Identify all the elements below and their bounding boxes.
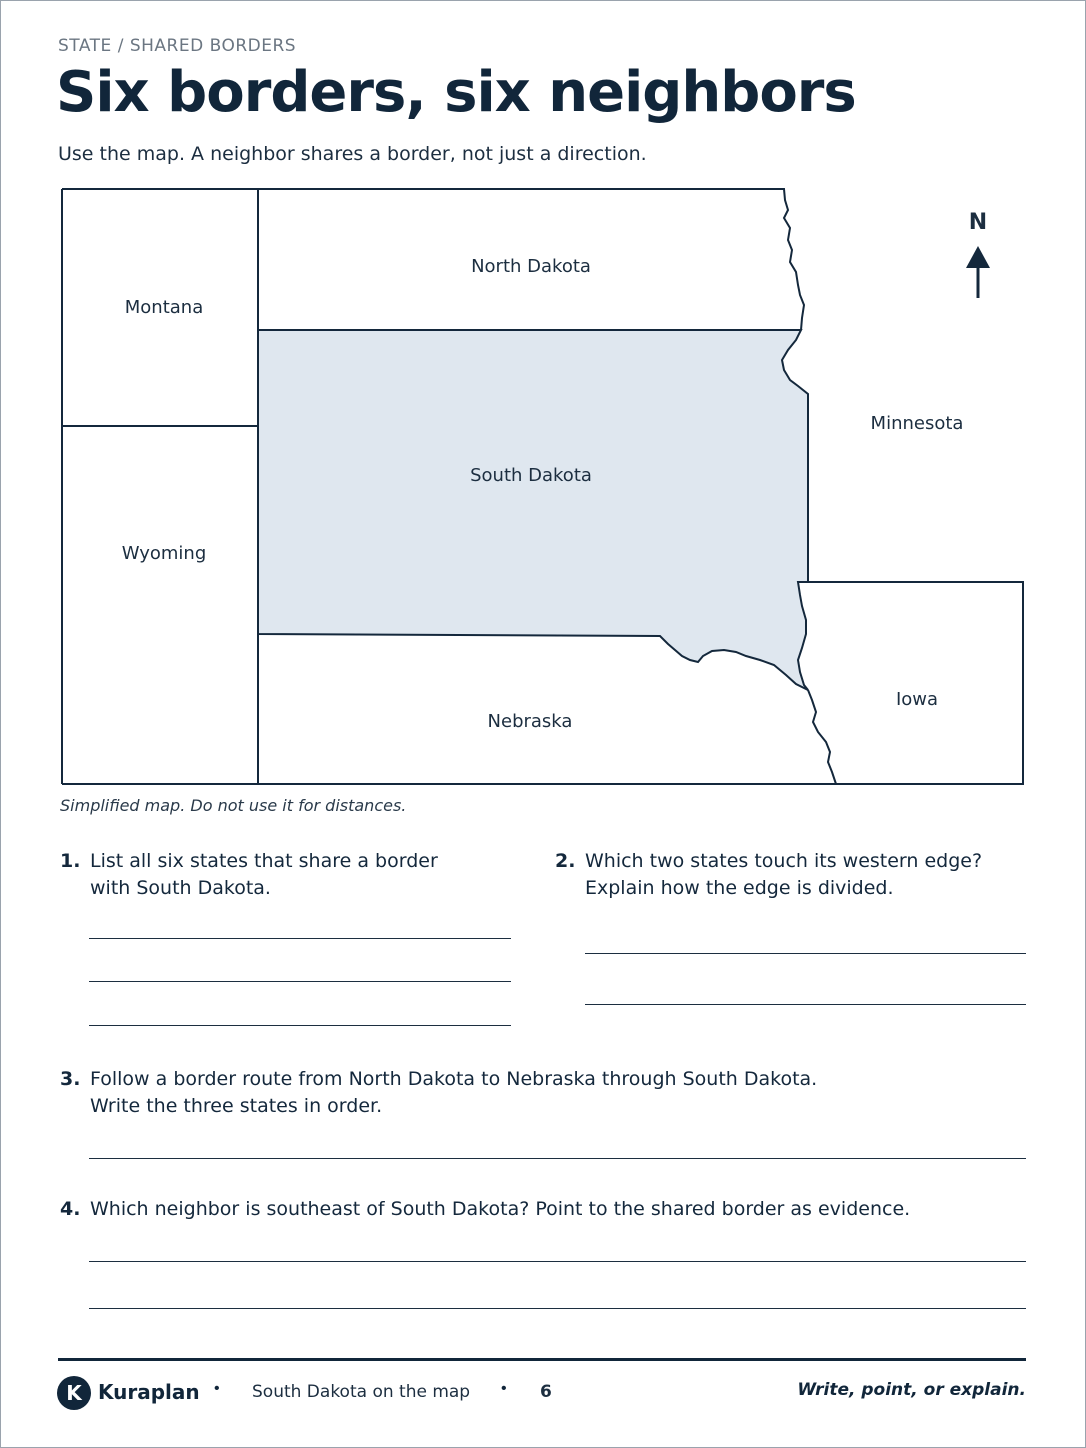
brand-logo-icon: K [57, 1376, 91, 1410]
footer-tagline: Write, point, or explain. [797, 1380, 1026, 1400]
state-south-dakota[interactable] [258, 330, 808, 690]
compass-label: N [968, 210, 988, 235]
label-south-dakota: South Dakota [470, 465, 592, 486]
page-subtitle: Use the map. A neighbor shares a border, not just a direction. [58, 143, 647, 165]
question-2 [555, 848, 1025, 908]
page-number: 6 [540, 1382, 552, 1402]
question-number: 1. [60, 850, 81, 872]
eyebrow-label: STATE / SHARED BORDERS [58, 36, 297, 56]
label-iowa: Iowa [895, 689, 939, 710]
border-ne-ia [808, 690, 836, 784]
answer-line[interactable] [89, 981, 511, 982]
question-1 [60, 848, 520, 908]
answer-line[interactable] [89, 1025, 511, 1026]
label-wyoming: Wyoming [121, 543, 207, 564]
answer-line[interactable] [89, 1158, 1026, 1159]
footer-unit: South Dakota on the map [252, 1382, 471, 1402]
iowa-outline [808, 582, 1023, 784]
question-text: Follow a border route from North Dakota to Nebraska through South Dakota. Write the three states in order. [90, 1068, 818, 1117]
label-north-dakota: North Dakota [471, 256, 591, 277]
answer-line[interactable] [89, 1261, 1026, 1262]
brand-name: Kuraplan [98, 1380, 200, 1404]
answer-line[interactable] [89, 938, 511, 939]
question-text: Which neighbor is southeast of South Dakota? Point to the shared border as evidence. [90, 1198, 911, 1220]
question-text: Which two states touch its western edge? Explain how the edge is divided. [585, 850, 983, 899]
question-number: 4. [60, 1198, 81, 1220]
answer-line[interactable] [585, 1004, 1026, 1005]
north-arrow-icon [966, 246, 990, 298]
footer-divider [58, 1358, 1026, 1361]
label-montana: Montana [124, 297, 204, 318]
footer-separator: • [214, 1380, 220, 1397]
question-text: List all six states that share a border with South Dakota. [90, 850, 438, 899]
answer-line[interactable] [585, 953, 1026, 954]
map-note: Simplified map. Do not use it for distances. [60, 796, 407, 815]
label-nebraska: Nebraska [487, 711, 573, 732]
footer-separator: • [501, 1380, 507, 1397]
answer-line[interactable] [89, 1308, 1026, 1309]
question-4 [60, 1196, 1026, 1226]
label-minnesota: Minnesota [870, 413, 964, 434]
question-number: 3. [60, 1068, 81, 1090]
page-title: Six borders, six neighbors [56, 60, 856, 125]
question-number: 2. [555, 850, 576, 872]
question-3 [60, 1066, 1026, 1126]
